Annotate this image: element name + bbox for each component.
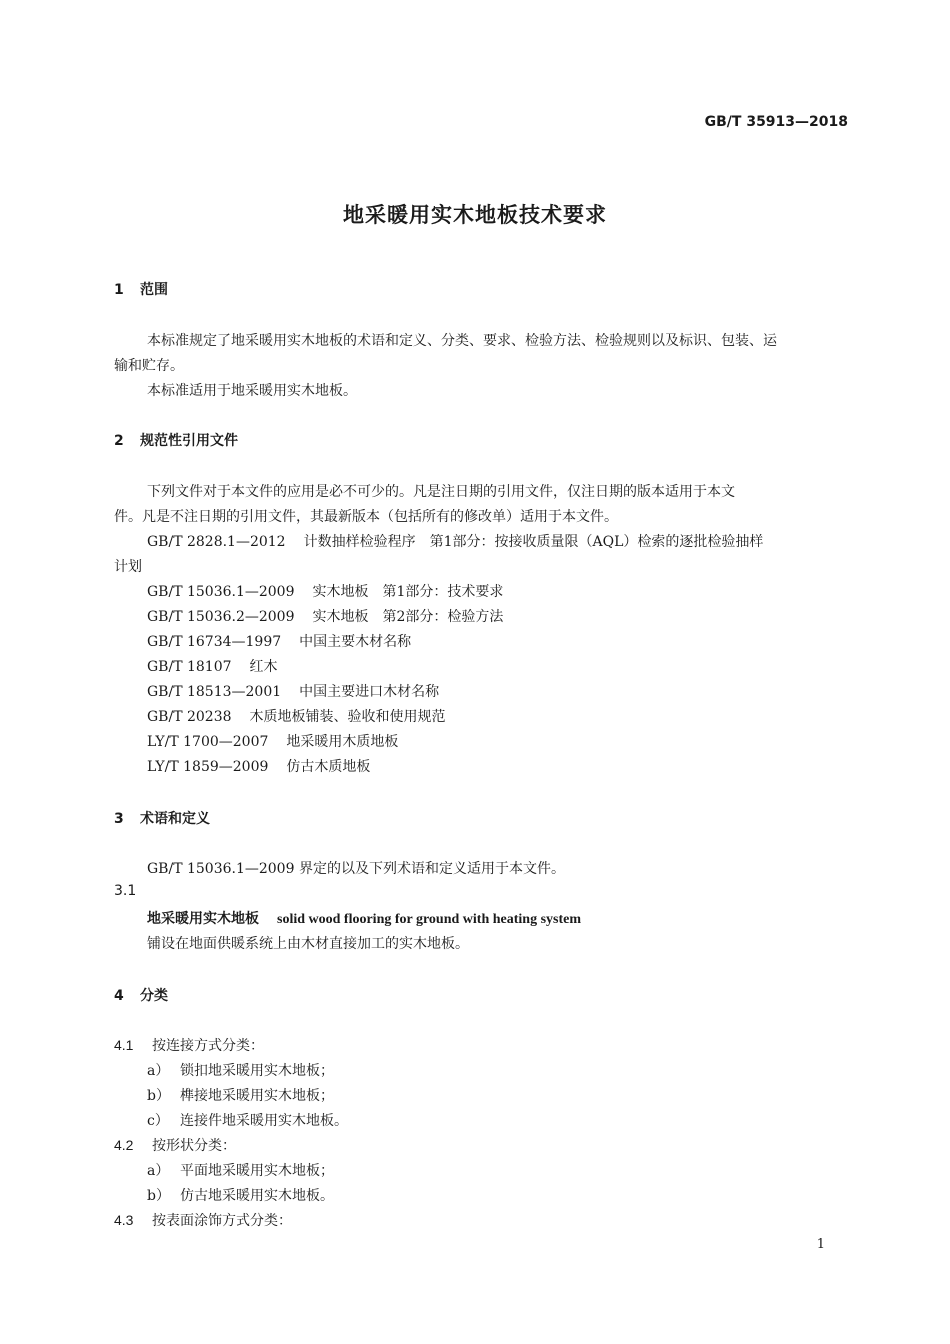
list-item [147,1060,334,1080]
section-title: 规范性引用文件 [140,433,238,449]
section-heading-1 [114,279,168,299]
section-heading-2 [114,430,238,450]
list-item-label: a） [147,1163,170,1179]
clause-number: 4.1 [114,1037,134,1053]
page-number: 1 [816,1237,825,1252]
list-item-label: b） [147,1188,170,1204]
reference-code: GB/T 15036.1—2009 [147,584,295,600]
references-intro-line-2: 件。凡是不注日期的引用文件，其最新版本（包括所有的修改单）适用于本文件。 [114,509,618,525]
reference-code: GB/T 18107 [147,659,232,675]
reference-item [147,656,278,676]
clause-4-3 [114,1210,292,1230]
term-chinese: 地采暖用实木地板 [147,911,259,927]
reference-item [147,681,439,701]
section-number: 3 [114,811,124,827]
scope-paragraph-1-line-2: 输和贮存。 [114,358,184,374]
reference-title: 仿古木质地板 [286,759,371,775]
section-heading-4 [114,985,168,1005]
list-item-text: 仿古地采暖用实木地板。 [180,1188,334,1204]
section-title: 范围 [140,282,168,298]
section-number: 4 [114,988,124,1004]
section-title: 术语和定义 [140,811,210,827]
section-number: 1 [114,282,124,298]
reference-item [147,606,503,626]
reference-item [147,531,763,551]
reference-item [147,706,446,726]
list-item [147,1185,334,1205]
reference-code: GB/T 15036.2—2009 [147,609,295,625]
scope-paragraph-1-line-1: 本标准规定了地采暖用实木地板的术语和定义、分类、要求、检验方法、检验规则以及标识、包装、运 [147,333,777,349]
clause-4-1 [114,1035,264,1055]
term-english: solid wood flooring for ground with heating system [277,912,582,927]
section-number: 2 [114,433,124,449]
list-item [147,1110,348,1130]
reference-code: GB/T 18513—2001 [147,684,282,700]
list-item-text: 锁扣地采暖用实木地板； [180,1063,334,1079]
document-title: 地采暖用实木地板技术要求 [343,203,607,227]
reference-title: 地采暖用木质地板 [286,734,399,750]
term-number: 3.1 [114,883,137,899]
clause-number: 4.2 [114,1137,134,1153]
reference-code: LY/T 1700—2007 [147,734,269,750]
reference-code: GB/T 20238 [147,709,232,725]
reference-code: GB/T 2828.1—2012 [147,534,286,550]
reference-title: 实木地板 第2部分：检验方法 [312,609,504,625]
reference-title: 木质地板铺装、验收和使用规范 [249,709,446,725]
reference-title: 中国主要木材名称 [299,634,412,650]
clause-text: 按形状分类： [152,1138,236,1154]
reference-code: LY/T 1859—2009 [147,759,269,775]
list-item-label: c） [147,1113,169,1129]
reference-title: 计数抽样检验程序 第1部分：按接收质量限（AQL）检索的逐批检验抽样 [303,534,764,550]
reference-title: 实木地板 第1部分：技术要求 [312,584,504,600]
clause-text: 按表面涂饰方式分类： [152,1213,292,1229]
terms-intro: GB/T 15036.1—2009 界定的以及下列术语和定义适用于本文件。 [147,861,565,877]
clause-number: 4.3 [114,1212,134,1228]
reference-item [147,631,411,651]
reference-title-continued: 计划 [114,559,142,575]
reference-item [147,756,370,776]
reference-title: 中国主要进口木材名称 [299,684,440,700]
references-intro-line-1: 下列文件对于本文件的应用是必不可少的。凡是注日期的引用文件，仅注日期的版本适用于本文 [147,484,735,500]
list-item-text: 榫接地采暖用实木地板； [180,1088,334,1104]
list-item-label: b） [147,1088,170,1104]
section-title: 分类 [140,988,168,1004]
list-item-label: a） [147,1063,170,1079]
section-heading-3 [114,808,210,828]
list-item [147,1160,334,1180]
reference-item [147,581,503,601]
reference-item [147,731,398,751]
reference-code: GB/T 16734—1997 [147,634,282,650]
list-item-text: 平面地采暖用实木地板； [180,1163,334,1179]
reference-title: 红木 [249,659,278,675]
term-definition: 铺设在地面供暖系统上由木材直接加工的实木地板。 [147,936,469,952]
clause-4-2 [114,1135,236,1155]
clause-text: 按连接方式分类： [152,1038,264,1054]
list-item-text: 连接件地采暖用实木地板。 [180,1113,348,1129]
scope-paragraph-2: 本标准适用于地采暖用实木地板。 [147,383,357,399]
standard-number: GB/T 35913—2018 [704,114,848,130]
list-item [147,1085,334,1105]
term-heading [147,908,581,928]
